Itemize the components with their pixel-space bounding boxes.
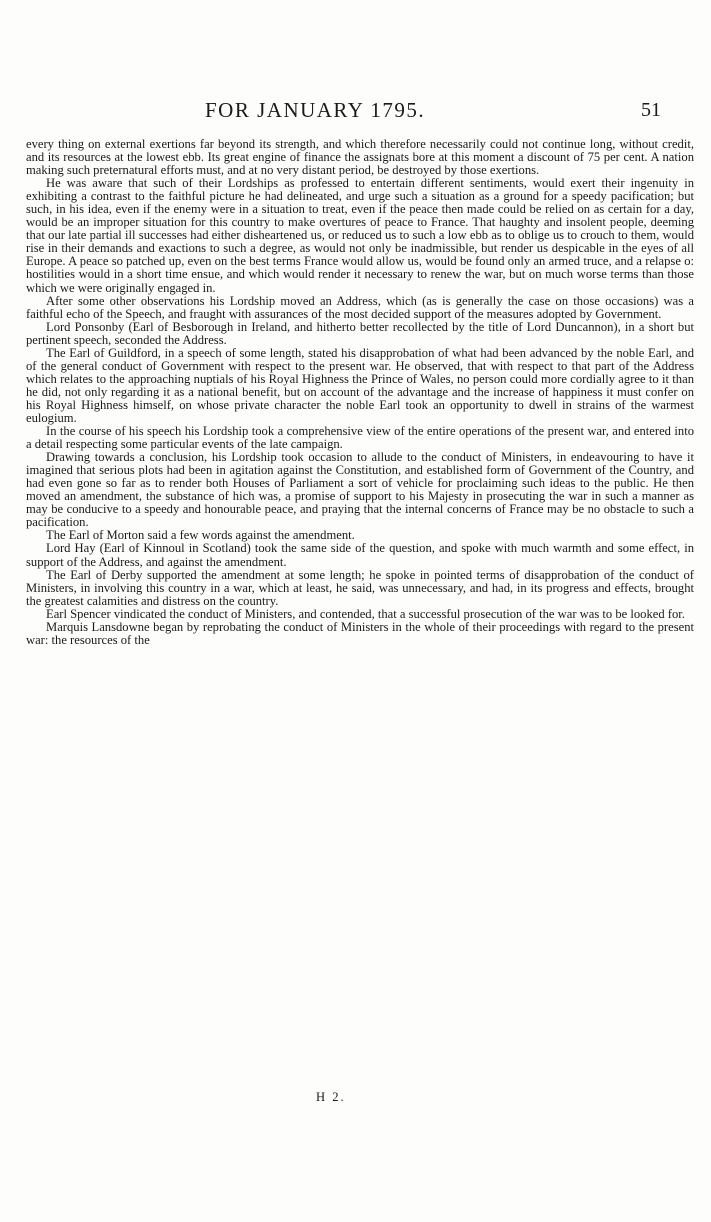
paragraph: Earl Spencer vindicated the conduct of Ministers, and contended, that a successful prosecution of the war was to be looked for. [46, 606, 685, 621]
article-body [26, 138, 694, 647]
page-number: 51 [641, 99, 661, 121]
paragraph: Drawing towards a conclusion, his Lordship took occasion to allude to the conduct of Ministers, in endeavouring to have it imagined that serious plots had been in agitation against the Constitution, and established form of Government of the Country, and had even gone so far as to render both Houses of Parliament a sort of vehicle for proclaiming such ideas to the public. He then moved an amendment, the substance of hich was, a promise of support to his Majesty in prosecuting the war in such a manner as may be conducive to a speedy and honourable peace, and praying that the internal concerns of France may be no obstacle to such a pacification. [26, 450, 694, 530]
paragraph: Marquis Lansdowne began by reprobating the conduct of Ministers in the whole of their proceedings with regard to the present war: the resources of the [26, 619, 694, 647]
paragraph: The Earl of Derby supported the amendment at some length; he spoke in pointed terms of disapprobation of the conduct of Ministers, in involving this country in a war, which at least, he said, was unnecessary, and had, in its progress and effects, brought the greatest calamities and distress on the country. [26, 567, 694, 608]
paragraph: The Earl of Morton said a few words against the amendment. [46, 528, 355, 543]
paragraph: Lord Ponsonby (Earl of Besborough in Ireland, and hitherto better recollected by the title of Lord Duncannon), in a short but pertinent speech, seconded the Address. [26, 319, 694, 347]
running-head: FOR JANUARY 1795. [205, 98, 426, 122]
paragraph: every thing on external exertions far beyond its strength, and which therefore necessarily could not continue long, without credit, and its resources at the lowest ebb. Its great engine of finance the assignats bore at this moment a discount of 75 per cent. A nation making such preternatural efforts must, and at no very distant period, be destroyed by those exertions. [26, 137, 694, 178]
paragraph: He was aware that such of their Lordships as professed to entertain different sentiments, would exert their ingenuity in exhibiting a contrast to the faithful picture he had delineated, and urge such a situation as a ground for a speedy pacification; but such, in his idea, even if the enemy were in a situation to treat, even if the peace then made could be relied on as certain for a day, would be an improper situation for this country to make overtures of peace to France. That haughty and insolent people, deeming that our late partial ill successes had either disheartened us, or reduced us to such a low ebb as to oblige us to crouch to them, would rise in their demands and exactions to such a degree, as would not only be inadmissible, but render us despicable in the eyes of all Europe. A peace so patched up, even on the best terms France would allow us, would be found only an armed truce, and a relapse o: hostilities would in a short time ensue, and which would render it necessary to renew the war, but on much worse terms than those which we were originally engaged in. [26, 176, 694, 295]
paragraph: Lord Hay (Earl of Kinnoul in Scotland) took the same side of the question, and spoke with much warmth and some effect, in support of the Address, and against the amendment. [26, 541, 694, 569]
page-header [0, 98, 711, 128]
paragraph: The Earl of Guildford, in a speech of some length, stated his disapprobation of what had been advanced by the noble Earl, and of the general conduct of Government with respect to the present war. He observed, that with respect to that part of the Address which relates to the approaching nuptials of his Royal Highness the Prince of Wales, no person could more cordially agree to it than he did, not only regarding it as a national benefit, but on account of the advantage and the increase of happiness it must confer on his Royal Highness himself, on whose private character the noble Earl took an opportunity to dwell in strains of the warmest eulogium. [26, 345, 694, 425]
signature-mark: H 2. [316, 1090, 346, 1104]
paragraph: After some other observations his Lordship moved an Address, which (as is generally the case on those occasions) was a faithful echo of the Speech, and fraught with assurances of the most decided support of the measures adopted by Government. [26, 293, 694, 321]
paragraph: In the course of his speech his Lordship took a comprehensive view of the entire operations of the present war, and entered into a detail respecting some particular events of the late campaign. [26, 424, 694, 452]
